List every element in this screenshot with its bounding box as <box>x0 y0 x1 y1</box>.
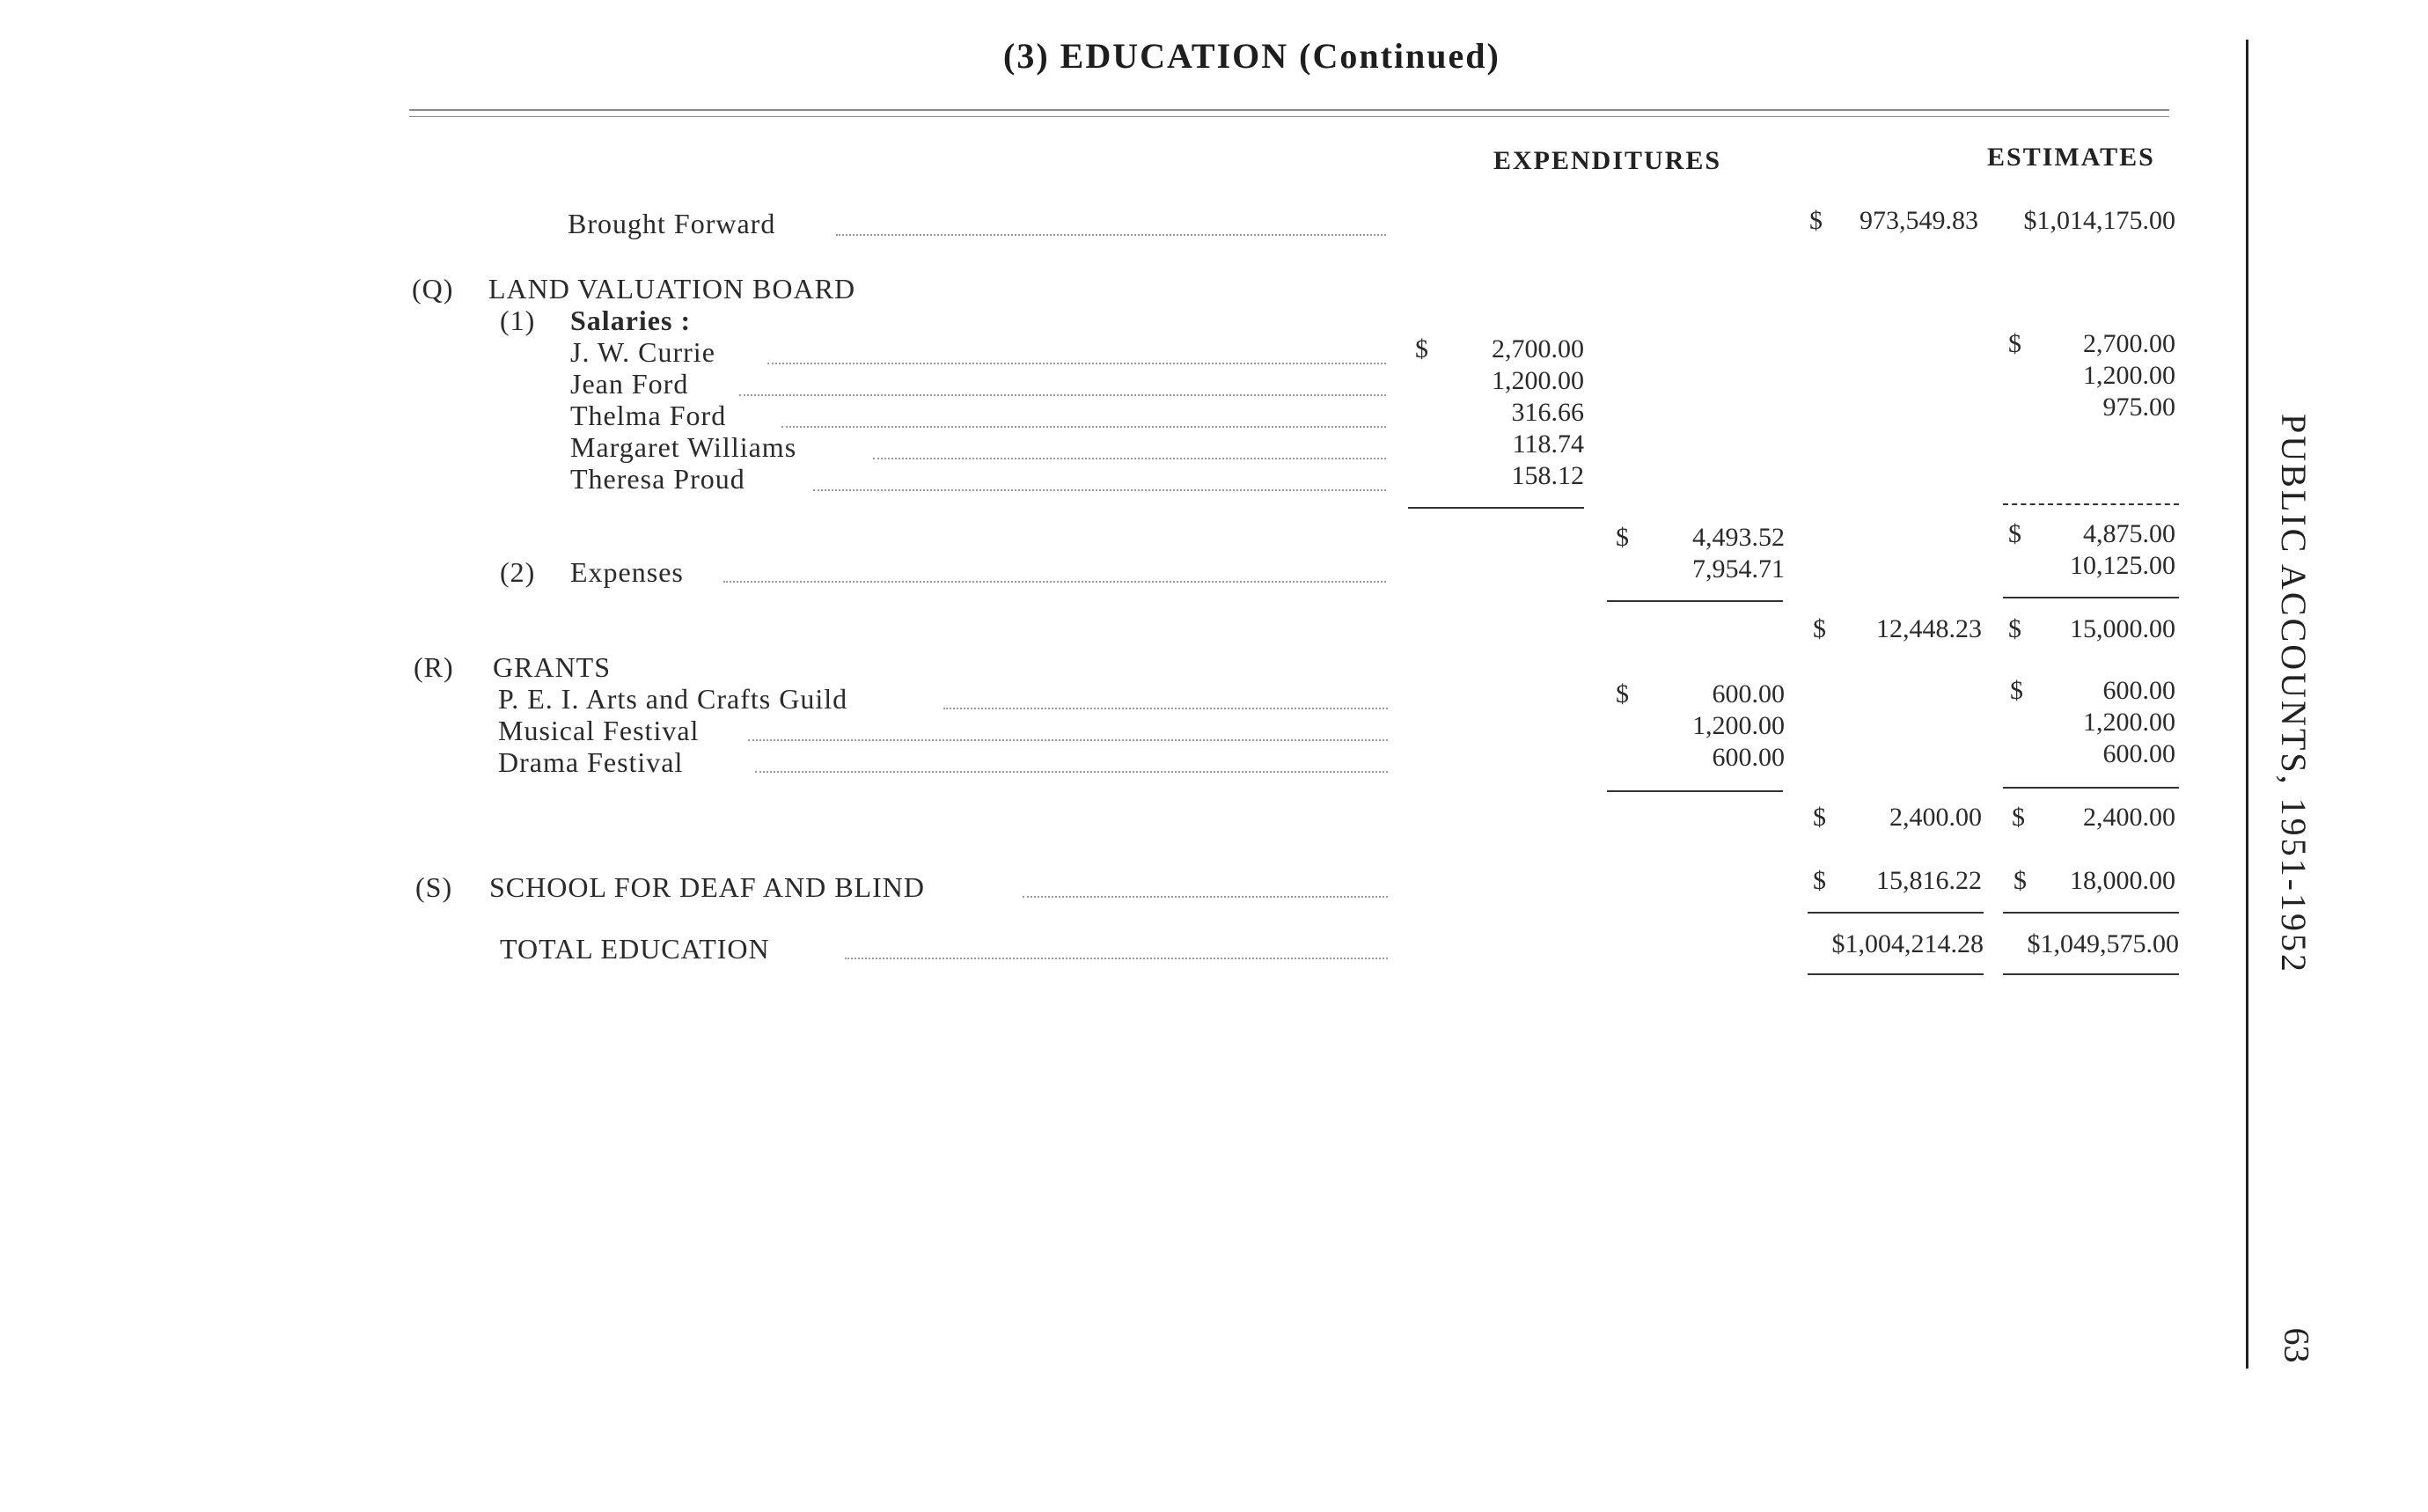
total-rule <box>2003 912 2179 914</box>
salaries-label: Salaries : <box>570 305 692 336</box>
leader-dots <box>723 581 1386 583</box>
salary-amount: 2,700.00 <box>1492 334 1584 363</box>
grant-name: Musical Festival <box>498 715 700 746</box>
salary-amount: 1,200.00 <box>1492 366 1584 395</box>
currency-symbol: $ <box>1813 614 1826 643</box>
leader-dots <box>781 426 1386 428</box>
salary-name: J. W. Currie <box>570 336 715 368</box>
currency-symbol: $ <box>2008 614 2021 643</box>
salary-amount: 158.12 <box>1511 461 1584 490</box>
currency-symbol: $ <box>2010 676 2023 705</box>
section-s-heading: SCHOOL FOR DEAF AND BLIND <box>489 871 925 903</box>
section-s-total: 15,816.22 <box>1876 866 1982 895</box>
page-title: (3) EDUCATION (Continued) <box>1003 36 1500 76</box>
leader-dots <box>739 394 1386 396</box>
currency-symbol: $ <box>1813 803 1826 832</box>
leader-dots <box>943 708 1388 709</box>
grant-estimate: 1,200.00 <box>2083 708 2175 737</box>
leader-dots <box>755 771 1388 773</box>
expenses-label: Expenses <box>570 556 684 588</box>
salary-estimate: 1,200.00 <box>2083 361 2175 390</box>
expenses-marker: (2) <box>500 556 536 588</box>
salary-name: Theresa Proud <box>570 463 745 495</box>
binding-rule <box>2246 40 2248 1369</box>
leader-dots <box>813 489 1386 491</box>
grant-name: P. E. I. Arts and Crafts Guild <box>498 683 848 715</box>
currency-symbol: $ <box>2014 866 2027 895</box>
currency-symbol: $ <box>1809 206 1823 235</box>
salary-estimate: 2,700.00 <box>2083 329 2175 358</box>
section-q-marker: (Q) <box>412 273 454 305</box>
header-rule <box>409 109 2169 111</box>
salary-estimate: 975.00 <box>2102 393 2175 422</box>
leader-dots <box>767 363 1386 364</box>
total-education-label: TOTAL EDUCATION <box>500 933 770 965</box>
leader-dots <box>836 234 1386 236</box>
column-header-expenditures: EXPENDITURES <box>1493 146 1722 175</box>
leader-dots <box>1023 896 1388 898</box>
grant-name: Drama Festival <box>498 746 684 778</box>
section-q-heading: LAND VALUATION BOARD <box>488 273 856 305</box>
section-r-heading: GRANTS <box>493 651 612 683</box>
salaries-marker: (1) <box>500 305 536 336</box>
brought-forward-label: Brought Forward <box>568 208 776 239</box>
double-rule <box>1808 973 1984 975</box>
section-r-estimate-total: 2,400.00 <box>2083 803 2175 832</box>
subtotal-rule <box>1607 600 1783 602</box>
brought-forward-estimate: $1,014,175.00 <box>2023 206 2175 235</box>
double-rule <box>2003 973 2179 975</box>
grant-amount: 600.00 <box>1712 679 1785 708</box>
grant-estimate: 600.00 <box>2102 739 2175 768</box>
section-q-total: 12,448.23 <box>1876 614 1982 643</box>
page-number: 63 <box>2277 1327 2317 1363</box>
grant-estimate: 600.00 <box>2102 676 2175 705</box>
grant-amount: 600.00 <box>1712 743 1785 772</box>
side-title: PUBLIC ACCOUNTS, 1951-1952 <box>2274 414 2314 974</box>
total-education-expenditure: $1,004,214.28 <box>1831 929 1984 958</box>
currency-symbol: $ <box>1415 334 1428 363</box>
expenses-amount: 7,954.71 <box>1692 554 1785 584</box>
currency-symbol: $ <box>2008 329 2021 358</box>
salaries-estimate-subtotal: 4,875.00 <box>2083 519 2175 548</box>
subtotal-rule <box>2003 503 2179 505</box>
total-education-estimate: $1,049,575.00 <box>2027 929 2179 958</box>
currency-symbol: $ <box>1813 866 1826 895</box>
salaries-subtotal: 4,493.52 <box>1692 523 1785 552</box>
subtotal-rule <box>1408 507 1584 509</box>
expenses-estimate: 10,125.00 <box>2070 551 2175 580</box>
section-s-marker: (S) <box>415 871 453 903</box>
subtotal-rule <box>2003 787 2179 789</box>
leader-dots <box>873 458 1386 459</box>
currency-symbol: $ <box>1616 679 1629 708</box>
currency-symbol: $ <box>1616 523 1629 552</box>
section-r-total: 2,400.00 <box>1889 803 1982 832</box>
section-r-marker: (R) <box>414 651 454 683</box>
grant-amount: 1,200.00 <box>1692 711 1785 740</box>
total-rule <box>1808 912 1984 914</box>
leader-dots <box>748 739 1388 741</box>
salary-amount: 316.66 <box>1511 398 1584 427</box>
salary-amount: 118.74 <box>1512 429 1584 459</box>
header-rule-secondary <box>409 116 2169 117</box>
salary-name: Jean Ford <box>570 368 689 400</box>
subtotal-rule <box>1607 790 1783 792</box>
salary-name: Margaret Williams <box>570 431 797 463</box>
currency-symbol: $ <box>2008 519 2021 548</box>
brought-forward-expenditure: 973,549.83 <box>1860 206 1978 235</box>
currency-symbol: $ <box>2012 803 2025 832</box>
leader-dots <box>845 958 1388 959</box>
section-s-estimate-total: 18,000.00 <box>2070 866 2175 895</box>
section-q-estimate-total: 15,000.00 <box>2070 614 2175 643</box>
subtotal-rule <box>2003 597 2179 598</box>
salary-name: Thelma Ford <box>570 400 727 431</box>
column-header-estimates: ESTIMATES <box>1987 143 2155 172</box>
